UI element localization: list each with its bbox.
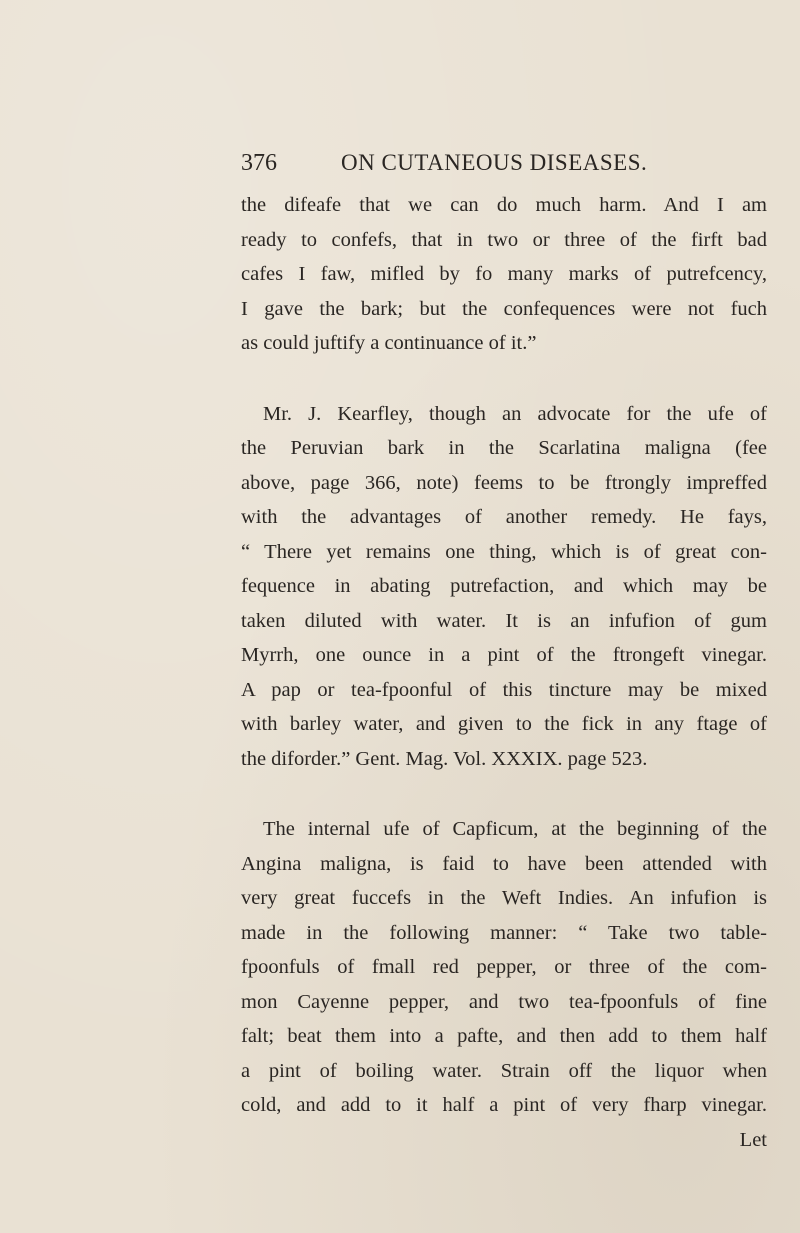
text-line: above, page 366, note) feems to be ftrongly impreffed: [241, 471, 767, 494]
text-line: The internal ufe of Capficum, at the beginning of the: [263, 818, 767, 840]
text-line: “ There yet remains one thing, which is of great con-: [241, 540, 767, 563]
text-line: as could juftify a continuance of it.”: [241, 332, 537, 354]
text-line: Myrrh, one ounce in a pint of the ftrongeft vinegar.: [241, 644, 767, 666]
text-line: the Peruvian bark in the Scarlatina maligna (fee: [241, 437, 767, 459]
paragraph-3: [241, 812, 767, 1123]
text-line: cold, and add to it half a pint of very fharp vinegar.: [241, 1094, 767, 1116]
text-line: falt; beat them into a pafte, and then add to them half: [241, 1025, 767, 1047]
paragraph-gap: [241, 361, 767, 397]
text-line: I gave the bark; but the confequences were not fuch: [241, 297, 767, 320]
text-line: fequence in abating putrefaction, and which may be: [241, 575, 767, 597]
text-line: fpoonfuls of fmall red pepper, or three of the com-: [241, 956, 767, 978]
paragraph-gap: [241, 776, 767, 812]
catchword: Let: [739, 1128, 767, 1151]
text-line: A pap or tea-fpoonful of this tincture may be mixed: [241, 678, 767, 701]
text-line: made in the following manner: “ Take two table-: [241, 921, 767, 944]
text-line: with barley water, and given to the fick in any ftage of: [241, 713, 767, 735]
text-line: Angina maligna, is faid to have been attended with: [241, 852, 767, 875]
paragraph-2: [241, 397, 767, 777]
page-body: [241, 188, 767, 1157]
page-header: [241, 145, 767, 181]
page-number: 376: [241, 150, 277, 176]
text-line: with the advantages of another remedy. He fays,: [241, 506, 767, 528]
running-title: ON CUTANEOUS DISEASES.: [341, 150, 648, 175]
text-line: the diforder.” Gent. Mag. Vol. XXXIX. page 523.: [241, 747, 648, 770]
text-line: the difeafe that we can do much harm. And I am: [241, 194, 767, 216]
text-line: mon Cayenne pepper, and two tea-fpoonfuls of fine: [241, 990, 767, 1013]
text-line: ready to confefs, that in two or three of the firft bad: [241, 228, 767, 251]
text-line: very great fuccefs in the Weft Indies. An infufion is: [241, 887, 767, 909]
text-line: a pint of boiling water. Strain off the liquor when: [241, 1059, 767, 1082]
text-line: Mr. J. Kearfley, though an advocate for the ufe of: [263, 402, 767, 425]
text-line: taken diluted with water. It is an infufion of gum: [241, 609, 767, 632]
text-line: cafes I faw, mifled by fo many marks of putrefcency,: [241, 263, 767, 285]
paragraph-1: [241, 188, 767, 361]
